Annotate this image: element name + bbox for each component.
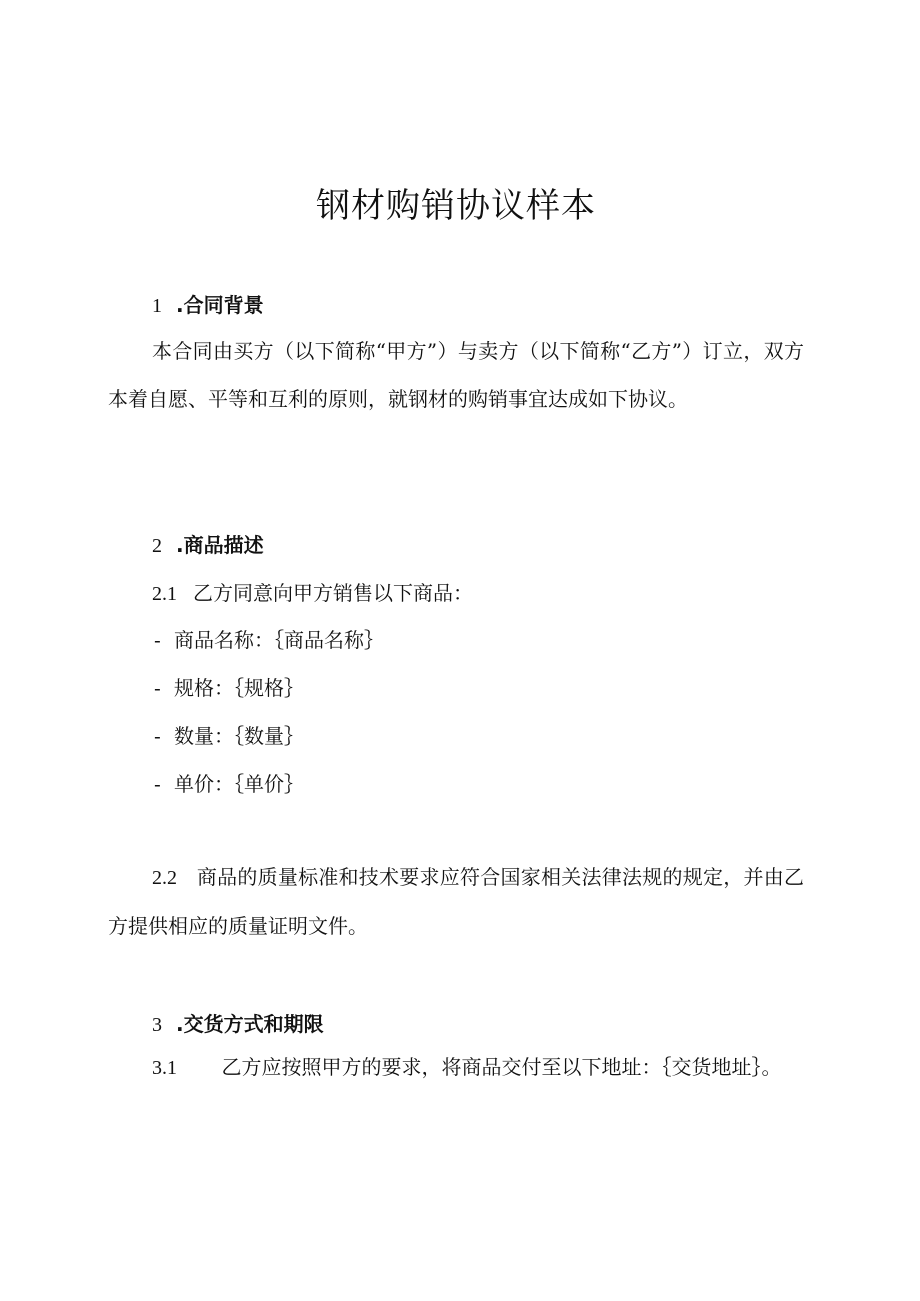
- section-number: 1: [152, 295, 162, 317]
- list-item: [154, 720, 304, 749]
- clause-2-1: [152, 577, 473, 606]
- section-number: 3: [152, 1014, 162, 1036]
- list-item-text: 规格：｛规格｝: [174, 676, 304, 700]
- clause-2-2: [108, 853, 804, 950]
- list-item-text: 商品名称：｛商品名称｝: [174, 628, 384, 652]
- list-item: [154, 768, 304, 797]
- clause-number: 3.1: [152, 1057, 177, 1079]
- clause-number: 2.2: [152, 867, 177, 889]
- section-title: .交货方式和期限: [176, 1012, 324, 1036]
- section-number: 2: [152, 535, 162, 557]
- list-item-text: 单价：｛单价｝: [174, 772, 304, 796]
- section-heading-1: [152, 289, 264, 318]
- section-1-paragraph: 本合同由买方（以下简称“甲方”）与卖方（以下简称“乙方”）订立，双方本着自愿、平等和互利的原则，就钢材的购销事宜达成如下协议。: [108, 339, 804, 411]
- clause-3-1: [108, 1043, 804, 1092]
- section-heading-3: [152, 1008, 324, 1037]
- bullet-marker: -: [154, 628, 161, 652]
- section-title: .合同背景: [176, 293, 264, 317]
- clause-text: 商品的质量标准和技术要求应符合国家相关法律法规的规定，并由乙方提供相应的质量证明文件。: [108, 865, 805, 938]
- section-heading-2: [152, 529, 264, 558]
- clause-text: 乙方应按照甲方的要求，将商品交付至以下地址：｛交货地址｝。: [221, 1055, 782, 1079]
- section-title: .商品描述: [176, 533, 264, 557]
- list-item: [154, 624, 384, 653]
- bullet-marker: -: [154, 724, 161, 748]
- clause-number: 2.1: [152, 583, 177, 605]
- clause-text: 乙方同意向甲方销售以下商品：: [193, 581, 473, 605]
- bullet-marker: -: [154, 676, 161, 700]
- document-title: 钢材购销协议样本: [316, 186, 596, 226]
- list-item: [154, 672, 304, 701]
- list-item-text: 数量：｛数量｝: [174, 724, 304, 748]
- bullet-marker: -: [154, 772, 161, 796]
